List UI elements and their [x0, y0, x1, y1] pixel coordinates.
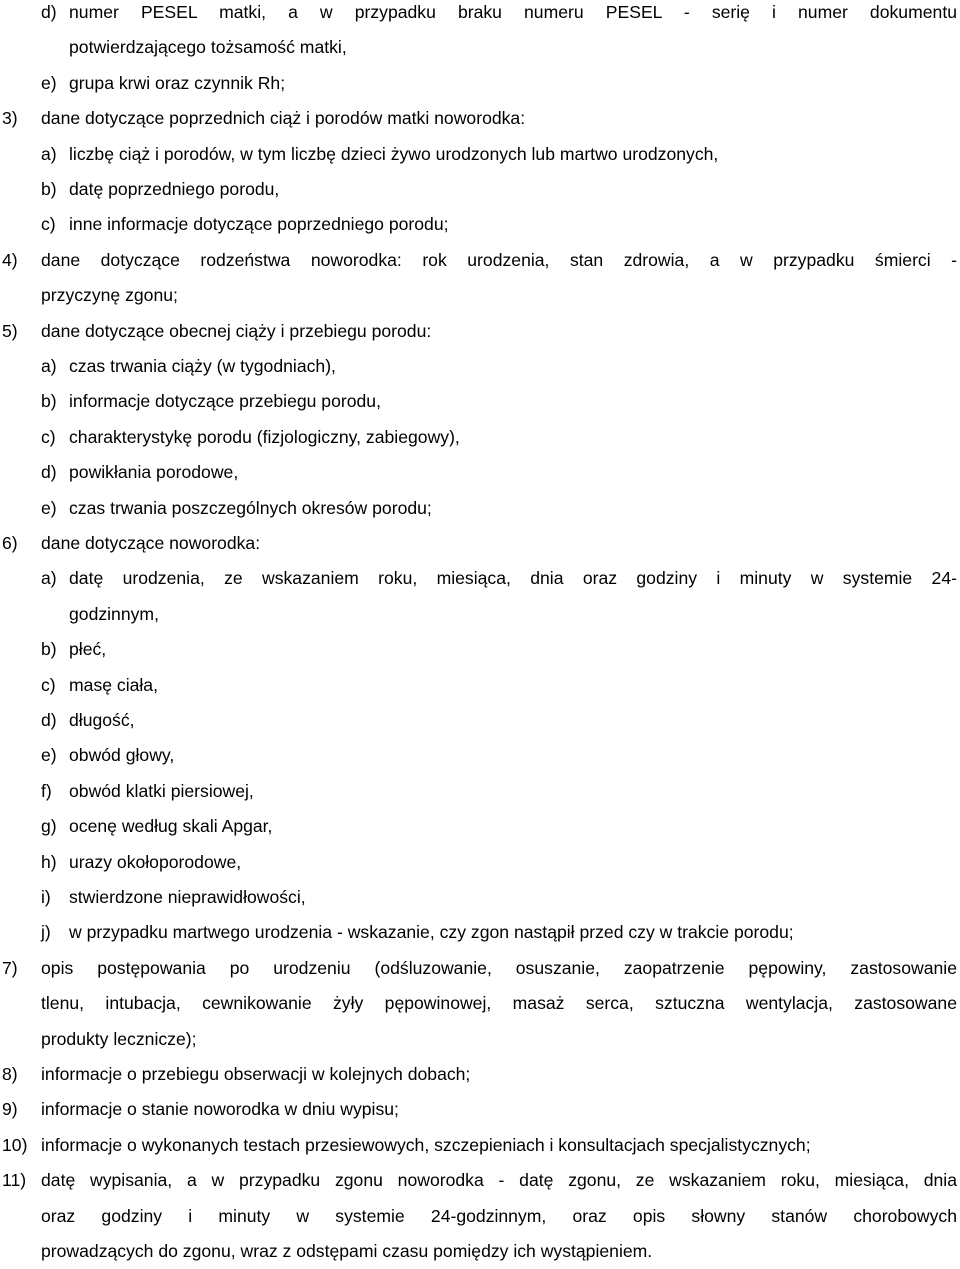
list-item-text: dane dotyczące rodzeństwa noworodka: rok urodzenia, stan zdrowia, a w przypadku śmierci - [41, 249, 957, 270]
document-line [0, 1057, 960, 1092]
document-line [0, 880, 960, 915]
list-item-text: informacje o wykonanych testach przesiewowych, szczepieniach i konsultacjach specjalistycznych; [41, 1134, 811, 1155]
list-item-marker: c) [41, 674, 56, 695]
document-line [0, 1199, 960, 1234]
list-item-text: numer PESEL matki, a w przypadku braku numeru PESEL - serię i numer dokumentu [69, 2, 957, 22]
list-item-text: ocenę według skali Apgar, [69, 816, 273, 837]
list-item-marker: b) [41, 391, 57, 412]
document-line [0, 314, 960, 349]
list-item-marker: b) [41, 179, 57, 199]
document-line [0, 66, 960, 101]
list-item-text: oraz godziny i minuty w systemie 24-godzinnym, oraz opis słowny stanów chorobowych [41, 1205, 957, 1226]
list-item-marker: e) [41, 745, 57, 766]
list-item-marker: f) [41, 780, 52, 801]
list-item-text: tlenu, intubacja, cewnikowanie żyły pępowinowej, masaż serca, sztuczna wentylacja, zastosowane [41, 993, 957, 1014]
document-line [0, 632, 960, 667]
list-item-marker: c) [41, 214, 56, 235]
list-item-marker: 10) [2, 1134, 28, 1155]
list-item-marker: j) [41, 922, 51, 943]
document-line [0, 349, 960, 384]
list-item-text: charakterystykę porodu (fizjologiczny, zabiegowy), [69, 426, 460, 447]
list-item-marker: d) [41, 710, 57, 730]
document-line [0, 561, 960, 596]
list-item-text: w przypadku martwego urodzenia - wskazanie, czy zgon nastąpił przed czy w trakcie porodu; [69, 922, 794, 943]
document-line [0, 597, 960, 632]
document-line [0, 455, 960, 490]
list-item-marker: e) [41, 497, 57, 518]
list-item-marker: c) [41, 426, 56, 447]
list-item-text: grupa krwi oraz czynnik Rh; [69, 72, 286, 93]
document-line [0, 207, 960, 242]
list-item-text: informacje dotyczące przebiegu porodu, [69, 391, 381, 412]
list-item-text: potwierdzającego tożsamość matki, [69, 37, 347, 58]
list-item-marker: d) [41, 2, 57, 22]
list-item-marker: d) [41, 462, 57, 483]
document-line [0, 809, 960, 844]
document-line [0, 172, 960, 207]
document-line [0, 30, 960, 65]
list-item-text: dane dotyczące obecnej ciąży i przebiegu porodu: [41, 320, 432, 341]
document-line [0, 915, 960, 950]
document-line [0, 1128, 960, 1163]
document-line [0, 278, 960, 313]
document-line [0, 703, 960, 738]
list-item-text: godzinnym, [69, 603, 159, 624]
list-item-marker: 11) [2, 1170, 27, 1191]
document-line [0, 845, 960, 880]
list-item-text: dane dotyczące noworodka: [41, 533, 261, 553]
list-item-text: datę urodzenia, ze wskazaniem roku, miesiąca, dnia oraz godziny i minuty w systemie 24- [69, 568, 957, 589]
list-item-text: informacje o przebiegu obserwacji w kolejnych dobach; [41, 1064, 471, 1084]
list-item-text: powikłania porodowe, [69, 462, 239, 483]
list-item-text: produkty lecznicze); [41, 1028, 197, 1049]
list-item-text: datę wypisania, a w przypadku zgonu noworodka - datę zgonu, ze wskazaniem roku, miesiąca, dnia [41, 1170, 957, 1191]
list-item-text: inne informacje dotyczące poprzedniego porodu; [69, 214, 449, 235]
list-item-marker: b) [41, 639, 57, 660]
list-item-marker: 9) [2, 1099, 18, 1120]
document-line [0, 1234, 960, 1269]
list-item-text: liczbę ciąż i porodów, w tym liczbę dzieci żywo urodzonych lub martwo urodzonych, [69, 143, 719, 164]
list-item-text: przyczynę zgonu; [41, 285, 178, 306]
list-item-text: czas trwania ciąży (w tygodniach), [69, 356, 336, 376]
document-line [0, 101, 960, 136]
document-line [0, 1022, 960, 1057]
list-item-text: opis postępowania po urodzeniu (odśluzowanie, osuszanie, zaopatrzenie pępowiny, zastosowanie [41, 957, 957, 978]
list-item-text: stwierdzone nieprawidłowości, [69, 887, 306, 907]
document-line [0, 1163, 960, 1198]
list-item-marker: 7) [2, 957, 18, 978]
document-line [0, 0, 960, 30]
list-item-text: masę ciała, [69, 674, 158, 695]
list-item-marker: a) [41, 356, 57, 376]
list-item-marker: 5) [2, 320, 18, 341]
list-item-text: obwód klatki piersiowej, [69, 780, 254, 801]
list-item-text: płeć, [69, 639, 107, 660]
list-item-marker: h) [41, 851, 57, 872]
document-line [0, 738, 960, 773]
list-item-text: długość, [69, 710, 135, 730]
list-item-text: urazy okołoporodowe, [69, 851, 242, 872]
document-line [0, 986, 960, 1021]
list-item-marker: 8) [2, 1064, 18, 1084]
list-item-text: datę poprzedniego porodu, [69, 179, 280, 199]
list-item-marker: a) [41, 568, 57, 589]
document-line [0, 526, 960, 561]
list-item-marker: 3) [2, 108, 18, 129]
list-item-text: czas trwania poszczególnych okresów porodu; [69, 497, 432, 518]
list-item-marker: e) [41, 72, 57, 93]
list-item-marker: i) [41, 887, 51, 907]
document-line [0, 491, 960, 526]
list-item-text: prowadzących do zgonu, wraz z odstępami czasu pomiędzy ich wystąpieniem. [41, 1241, 653, 1261]
list-item-text: obwód głowy, [69, 745, 175, 766]
list-item-text: informacje o stanie noworodka w dniu wypisu; [41, 1099, 399, 1120]
list-item-marker: g) [41, 816, 57, 837]
document-line [0, 668, 960, 703]
list-item-marker: 4) [2, 249, 18, 270]
list-item-marker: 6) [2, 533, 18, 553]
document-line [0, 243, 960, 278]
document-line [0, 384, 960, 419]
document-line [0, 1092, 960, 1127]
document-line [0, 420, 960, 455]
list-item-text: dane dotyczące poprzednich ciąż i porodów matki noworodka: [41, 108, 526, 129]
document-line [0, 137, 960, 172]
document-line [0, 951, 960, 986]
list-item-marker: a) [41, 143, 57, 164]
document-line [0, 774, 960, 809]
